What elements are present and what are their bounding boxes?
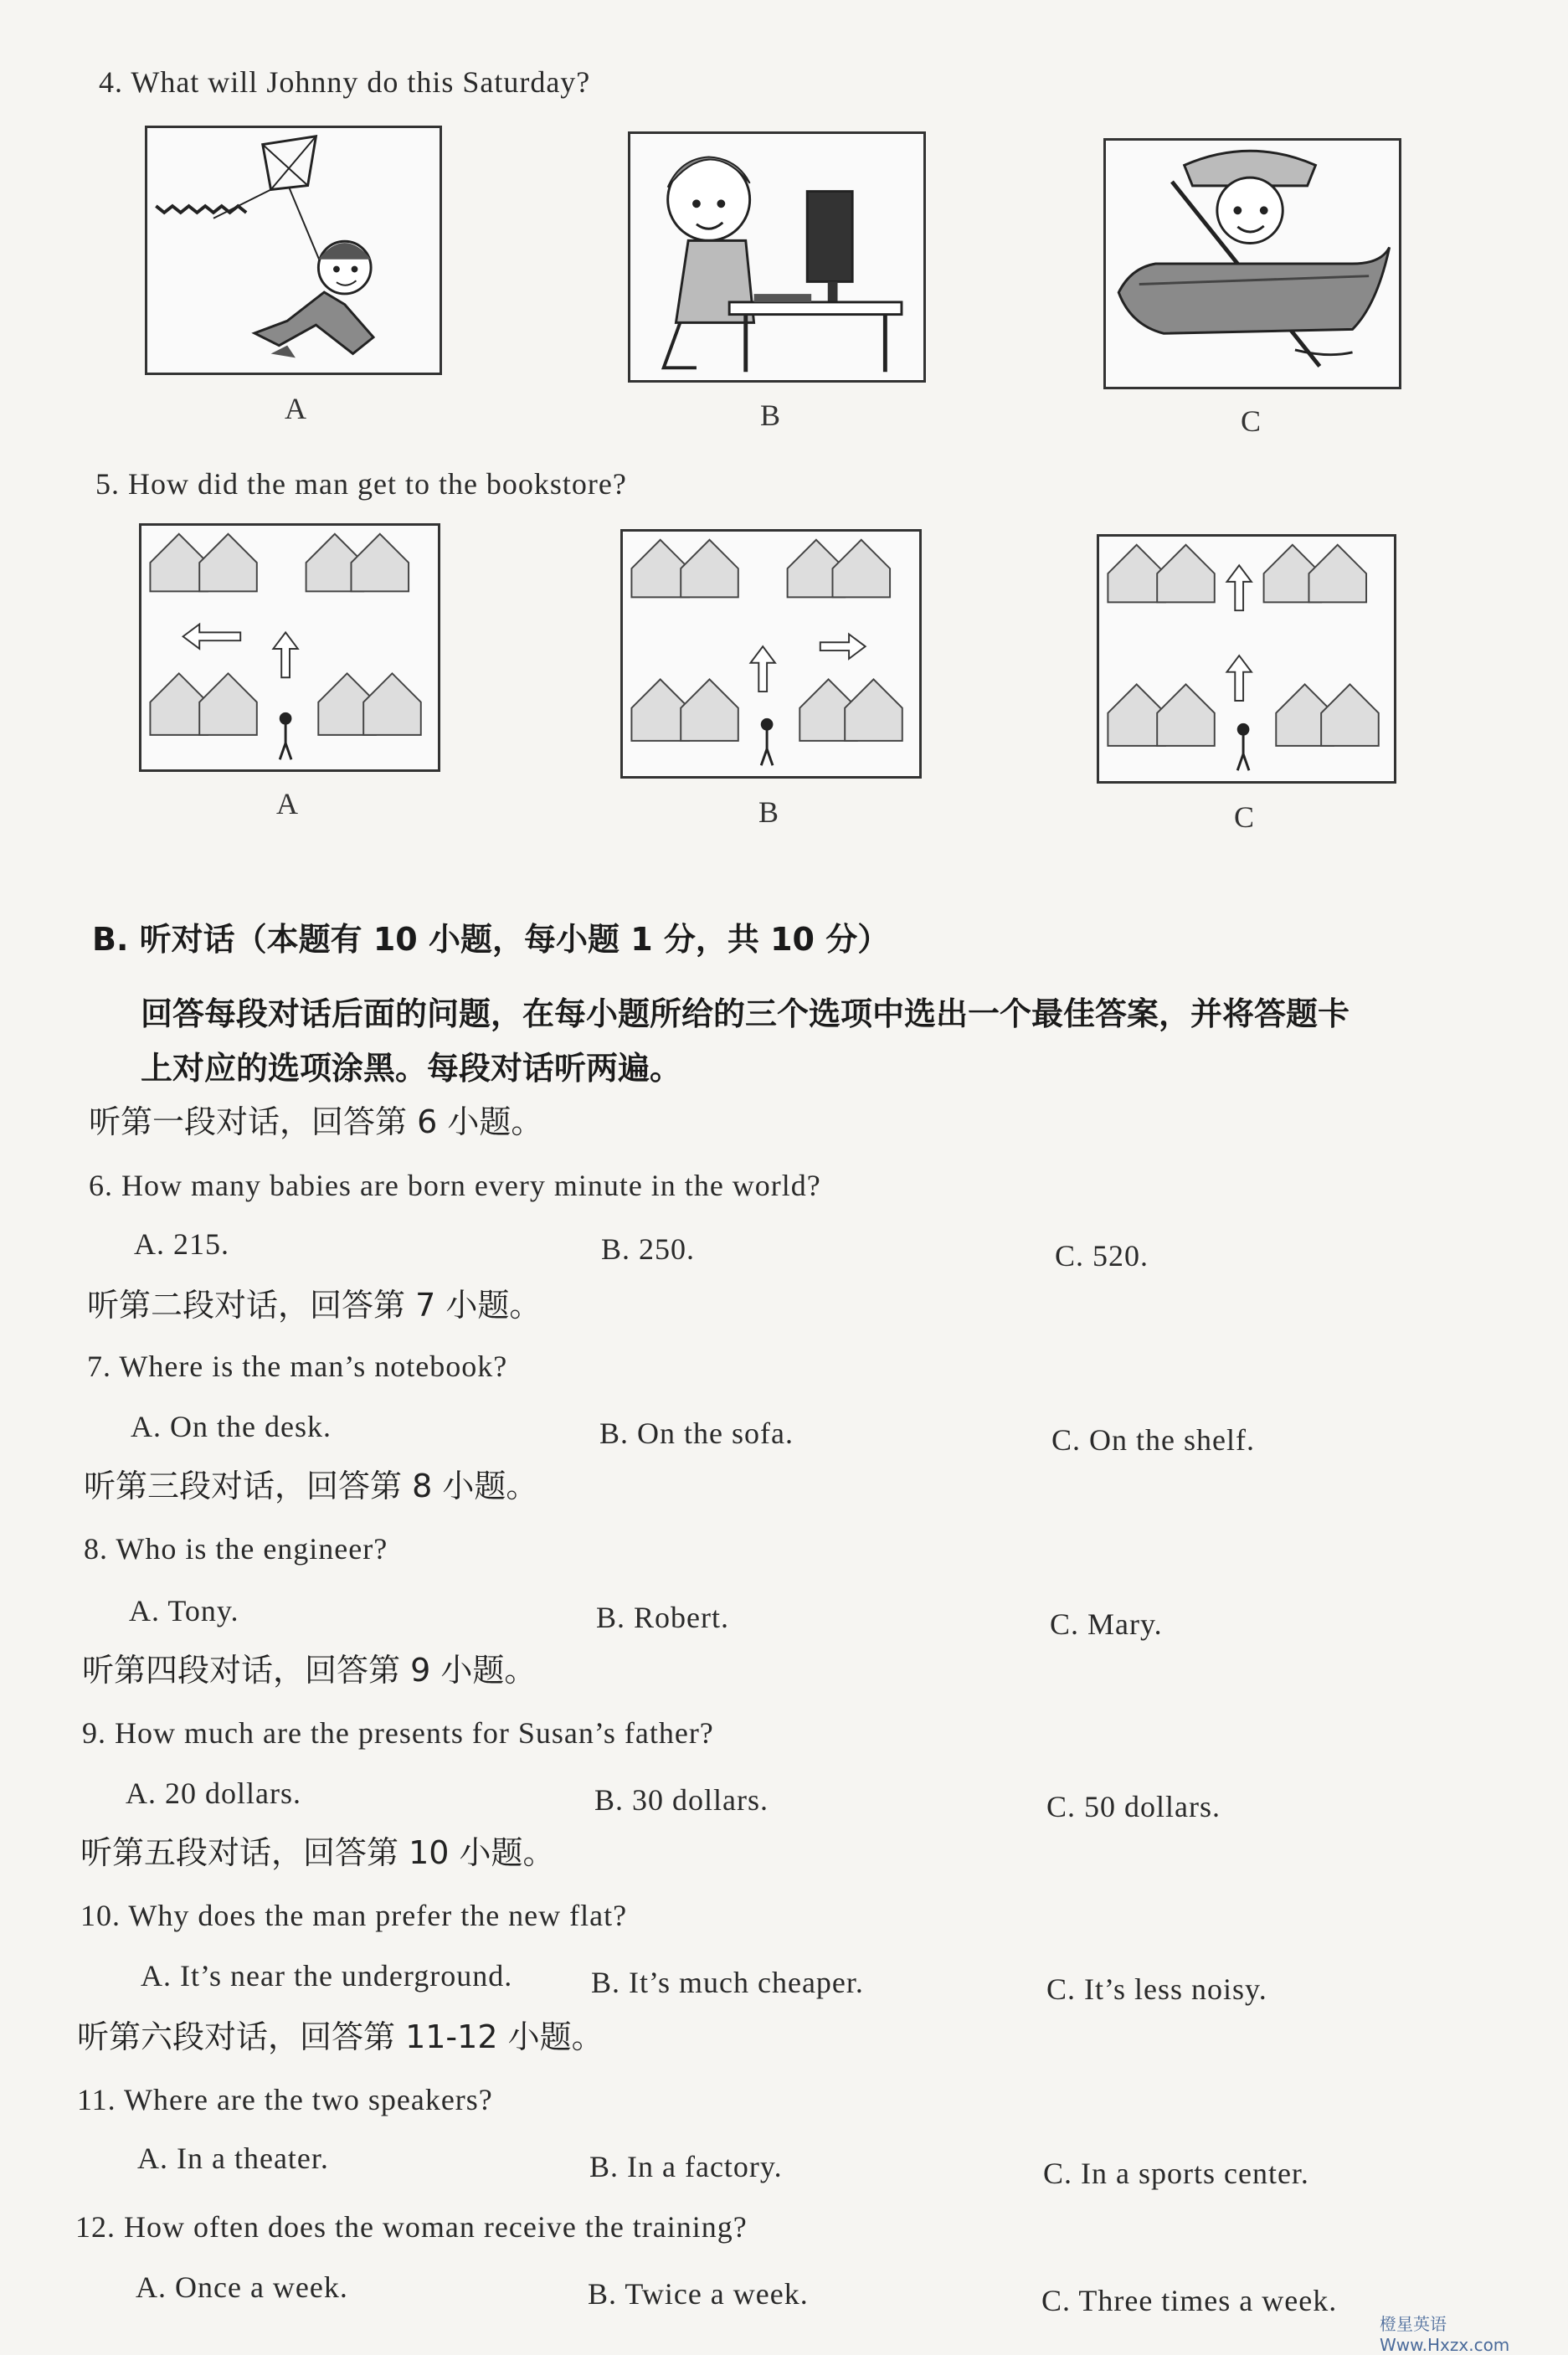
q7-option-c: C. On the shelf.: [1051, 1423, 1255, 1457]
house-icon: [1108, 684, 1214, 745]
map-a-caption: A: [276, 787, 298, 820]
using-computer-illustration: [630, 134, 923, 380]
q6-option-b: B. 250.: [601, 1232, 696, 1266]
question-12: 12. How often does the woman receive the training?: [75, 2210, 748, 2244]
rowing-boat-illustration: [1106, 141, 1399, 387]
house-icon: [1108, 545, 1214, 603]
dialogue-5-intro: 听第五段对话，回答第 10 小题。: [80, 1834, 555, 1871]
question-6: 6. How many babies are born every minute in the world?: [89, 1169, 821, 1202]
map-b-diagram: [623, 532, 919, 776]
q11-option-c: C. In a sports center.: [1043, 2157, 1309, 2190]
dialogue-2-intro: 听第二段对话，回答第 7 小题。: [87, 1287, 542, 1324]
house-icon: [150, 673, 256, 734]
arrow-right-icon: [820, 634, 866, 658]
house-icon: [631, 679, 738, 740]
house-icon: [788, 540, 890, 598]
house-icon: [1276, 684, 1378, 745]
question-7: 7. Where is the man’s notebook?: [87, 1350, 508, 1383]
map-option-a: [139, 523, 440, 772]
map-c-caption: C: [1234, 800, 1255, 834]
question-8: 8. Who is the engineer?: [84, 1532, 388, 1566]
arrow-up-icon: [273, 632, 297, 677]
section-b-heading: B. 听对话（本题有 10 小题，每小题 1 分，共 10 分）: [92, 921, 890, 958]
option-c-image: [1103, 138, 1401, 389]
person-icon: [280, 713, 291, 759]
q12-option-c: C. Three times a week.: [1041, 2284, 1338, 2317]
map-a-diagram: [141, 526, 438, 769]
house-icon: [1264, 545, 1366, 603]
question-11: 11. Where are the two speakers?: [77, 2083, 493, 2116]
question-4: 4. What will Johnny do this Saturday?: [99, 65, 591, 99]
dialogue-4-intro: 听第四段对话，回答第 9 小题。: [82, 1652, 537, 1689]
arrow-left-icon: [183, 625, 241, 649]
person-icon: [761, 719, 773, 765]
dialogue-1-intro: 听第一段对话，回答第 6 小题。: [89, 1103, 543, 1140]
q8-option-c: C. Mary.: [1050, 1607, 1163, 1641]
q9-option-b: B. 30 dollars.: [594, 1783, 769, 1817]
house-icon: [150, 534, 256, 592]
q7-option-b: B. On the sofa.: [599, 1417, 794, 1450]
question-5: 5. How did the man get to the bookstore?: [95, 467, 627, 501]
q10-option-b: B. It’s much cheaper.: [591, 1966, 864, 1999]
q9-option-c: C. 50 dollars.: [1046, 1790, 1221, 1823]
option-c-caption: C: [1241, 404, 1262, 438]
option-a-image: [145, 126, 442, 375]
option-b-caption: B: [760, 398, 781, 432]
question-10: 10. Why does the man prefer the new flat?: [80, 1899, 628, 1932]
question-9: 9. How much are the presents for Susan’s father?: [82, 1716, 714, 1750]
map-option-c: [1097, 534, 1396, 784]
dialogue-6-intro: 听第六段对话，回答第 11-12 小题。: [77, 2018, 604, 2055]
house-icon: [799, 679, 902, 740]
q11-option-b: B. In a factory.: [589, 2150, 783, 2183]
arrow-up-icon: [1226, 656, 1251, 701]
dialogue-3-intro: 听第三段对话，回答第 8 小题。: [84, 1468, 538, 1504]
q6-option-c: C. 520.: [1055, 1239, 1149, 1273]
site-watermark: 橙星英语 Www.Hxzx.com: [1380, 2314, 1510, 2355]
arrow-up-icon: [751, 646, 775, 692]
house-icon: [306, 534, 409, 592]
option-a-caption: A: [285, 392, 306, 425]
option-b-image: [628, 131, 926, 383]
q12-option-b: B. Twice a week.: [588, 2277, 809, 2311]
q9-option-a: A. 20 dollars.: [126, 1777, 301, 1810]
section-b-instruction-line2: 上对应的选项涂黑。每段对话听两遍。: [141, 1050, 682, 1087]
q8-option-a: A. Tony.: [129, 1594, 239, 1627]
map-c-diagram: [1099, 537, 1394, 781]
section-b-instruction-line1: 回答每段对话后面的问题，在每小题所给的三个选项中选出一个最佳答案，并将答题卡: [141, 995, 1350, 1032]
house-icon: [318, 673, 420, 734]
person-icon: [1237, 724, 1249, 770]
q10-option-a: A. It’s near the underground.: [141, 1959, 513, 1992]
arrow-up-icon: [1226, 565, 1251, 610]
q12-option-a: A. Once a week.: [136, 2270, 348, 2304]
q7-option-a: A. On the desk.: [131, 1410, 332, 1443]
house-icon: [631, 540, 738, 598]
map-b-caption: B: [758, 795, 779, 829]
q10-option-c: C. It’s less noisy.: [1046, 1972, 1267, 2006]
map-option-b: [620, 529, 922, 779]
flying-kite-illustration: [147, 128, 440, 373]
q11-option-a: A. In a theater.: [137, 2142, 329, 2175]
q8-option-b: B. Robert.: [596, 1601, 729, 1634]
q6-option-a: A. 215.: [134, 1227, 229, 1261]
